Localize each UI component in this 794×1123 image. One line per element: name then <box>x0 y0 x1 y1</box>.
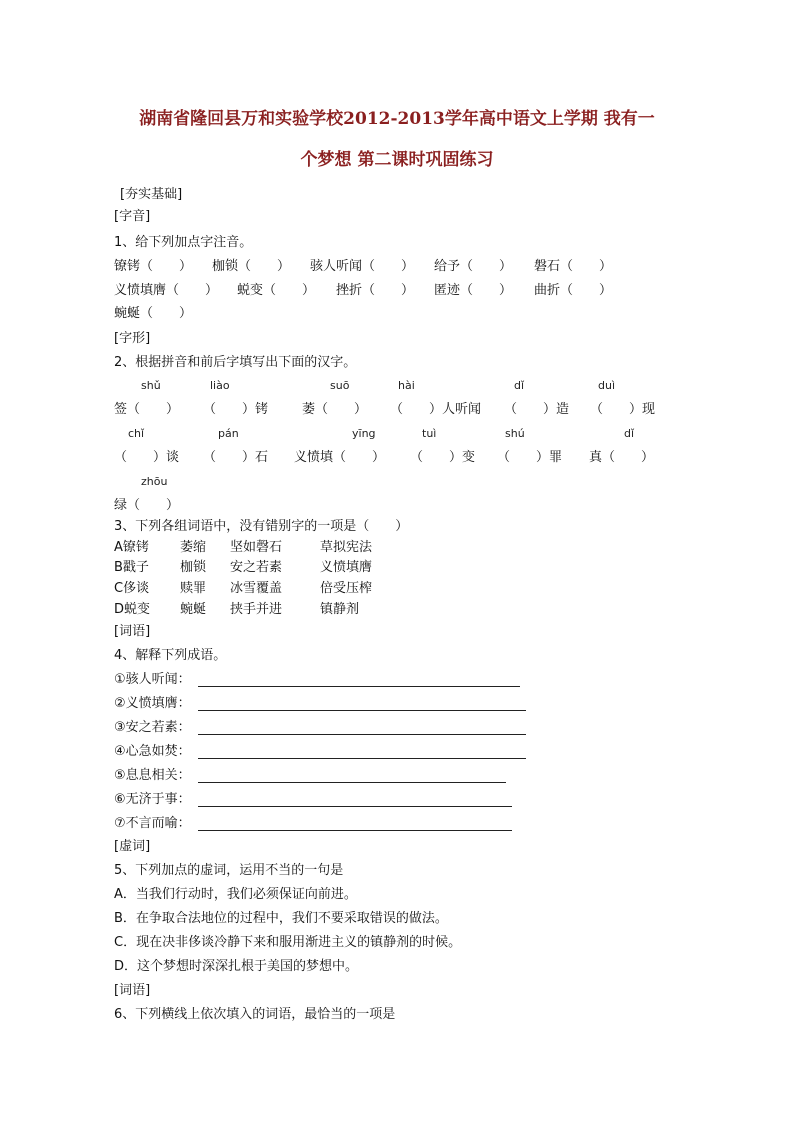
q3-option-word: 义愤填膺 <box>320 560 373 575</box>
q1-prompt: 1、给下列加点字注音。 <box>114 235 253 250</box>
q2-item: （ ）变 <box>410 450 476 465</box>
q3-option-word: 蜿蜒 <box>180 602 207 617</box>
q3-prompt: 3、下列各组词语中，没有错别字的一项是（ ） <box>114 519 409 534</box>
q3-option-word: B戳子 <box>114 560 149 575</box>
pinyin: shú <box>505 427 525 440</box>
pinyin: zhōu <box>141 475 168 488</box>
answer-line <box>198 686 520 687</box>
q4-prompt: 4、解释下列成语。 <box>114 648 227 663</box>
q2-item: 义愤填（ ） <box>294 450 386 465</box>
q2-item: 签（ ） <box>114 402 180 417</box>
q2-item: （ ）谈 <box>114 450 180 465</box>
q3-option-word: 安之若素 <box>230 560 283 575</box>
answer-line <box>198 806 512 807</box>
pinyin: pán <box>218 427 239 440</box>
q5-prompt: 5、下列加点的虚词，运用不当的一句是 <box>114 863 344 878</box>
q4-idiom: ⑤息息相关： <box>114 768 191 783</box>
q3-option-word: 镇静剂 <box>320 602 360 617</box>
section-vocabulary-2: [词语] <box>114 983 151 998</box>
q2-item: 绿（ ） <box>114 498 180 513</box>
q4-idiom: ⑦不言而喻： <box>114 816 191 831</box>
section-character-form: [字形] <box>114 331 151 346</box>
q3-option-word: 冰雪覆盖 <box>230 581 283 596</box>
pinyin: shǔ <box>141 379 161 392</box>
q4-idiom: ①骇人听闻： <box>114 672 191 687</box>
q3-option-word: 挟手并进 <box>230 602 283 617</box>
q5-option: D．这个梦想时深深扎根于美国的梦想中。 <box>114 959 359 974</box>
pinyin: liào <box>210 379 230 392</box>
q4-idiom: ③安之若素： <box>114 720 191 735</box>
q5-option: C．现在决非侈谈冷静下来和服用渐进主义的镇静剂的时候。 <box>114 935 462 950</box>
pinyin: suō <box>330 379 350 392</box>
pinyin: yīng <box>352 427 376 440</box>
q4-idiom: ⑥无济于事： <box>114 792 191 807</box>
answer-line <box>198 758 526 759</box>
section-vocabulary: [词语] <box>114 624 151 639</box>
q6-prompt: 6、下列横线上依次填入的词语，最恰当的一项是 <box>114 1007 396 1022</box>
q3-option-word: D蜕变 <box>114 602 151 617</box>
q1-item: 骇人听闻（ ） <box>310 259 415 274</box>
q1-item: 枷锁（ ） <box>212 259 291 274</box>
q1-item: 义愤填膺（ ） <box>114 283 219 298</box>
q5-option: A．当我们行动时，我们必须保证向前进。 <box>114 887 357 902</box>
q4-idiom: ②义愤填膺： <box>114 696 191 711</box>
q3-option-word: C侈谈 <box>114 581 150 596</box>
q1-item: 挫折（ ） <box>336 283 415 298</box>
pinyin: chǐ <box>128 427 145 440</box>
pinyin: dǐ <box>514 379 525 392</box>
pinyin: hài <box>398 379 415 392</box>
q2-item: 真（ ） <box>589 450 655 465</box>
q1-item: 匿迹（ ） <box>434 283 513 298</box>
answer-line <box>198 710 526 711</box>
q5-option: B．在争取合法地位的过程中，我们不要采取错误的做法。 <box>114 911 448 926</box>
section-function-words: [虚词] <box>114 839 151 854</box>
q3-option-word: 赎罪 <box>180 581 207 596</box>
q3-option-word: 萎缩 <box>180 540 207 555</box>
q4-idiom: ④心急如焚： <box>114 744 191 759</box>
q2-item: 萎（ ） <box>302 402 368 417</box>
q1-item: 磐石（ ） <box>534 259 613 274</box>
q3-option-word: 倍受压榨 <box>320 581 373 596</box>
q1-item: 蜿蜒（ ） <box>114 306 193 321</box>
q2-item: （ ）铐 <box>203 402 269 417</box>
doc-title-line-2: 个梦想 第二课时巩固练习 <box>300 150 494 170</box>
q3-option-word: 坚如磬石 <box>230 540 283 555</box>
q1-item: 镣铐（ ） <box>114 259 193 274</box>
q2-item: （ ）造 <box>504 402 570 417</box>
section-basic: [夯实基础] <box>120 187 183 202</box>
pinyin: dǐ <box>624 427 635 440</box>
q2-item: （ ）石 <box>203 450 269 465</box>
pinyin: duì <box>598 379 616 392</box>
q2-item: （ ）罪 <box>497 450 563 465</box>
q2-prompt: 2、根据拼音和前后字填写出下面的汉字。 <box>114 355 357 370</box>
q1-item: 给予（ ） <box>434 259 513 274</box>
q2-item: （ ）人听闻 <box>390 402 482 417</box>
q1-item: 蜕变（ ） <box>237 283 316 298</box>
doc-title-line-1: 湖南省隆回县万和实验学校2012-2013学年高中语文上学期 我有一 <box>139 109 655 129</box>
pinyin: tuì <box>422 427 437 440</box>
q2-item: （ ）现 <box>590 402 656 417</box>
q3-option-word: 枷锁 <box>180 560 207 575</box>
section-pronunciation: [字音] <box>114 209 151 224</box>
answer-line <box>198 734 526 735</box>
q3-option-word: A镣铐 <box>114 540 149 555</box>
answer-line <box>198 782 506 783</box>
answer-line <box>198 830 512 831</box>
q1-item: 曲折（ ） <box>534 283 613 298</box>
q3-option-word: 草拟宪法 <box>320 540 373 555</box>
